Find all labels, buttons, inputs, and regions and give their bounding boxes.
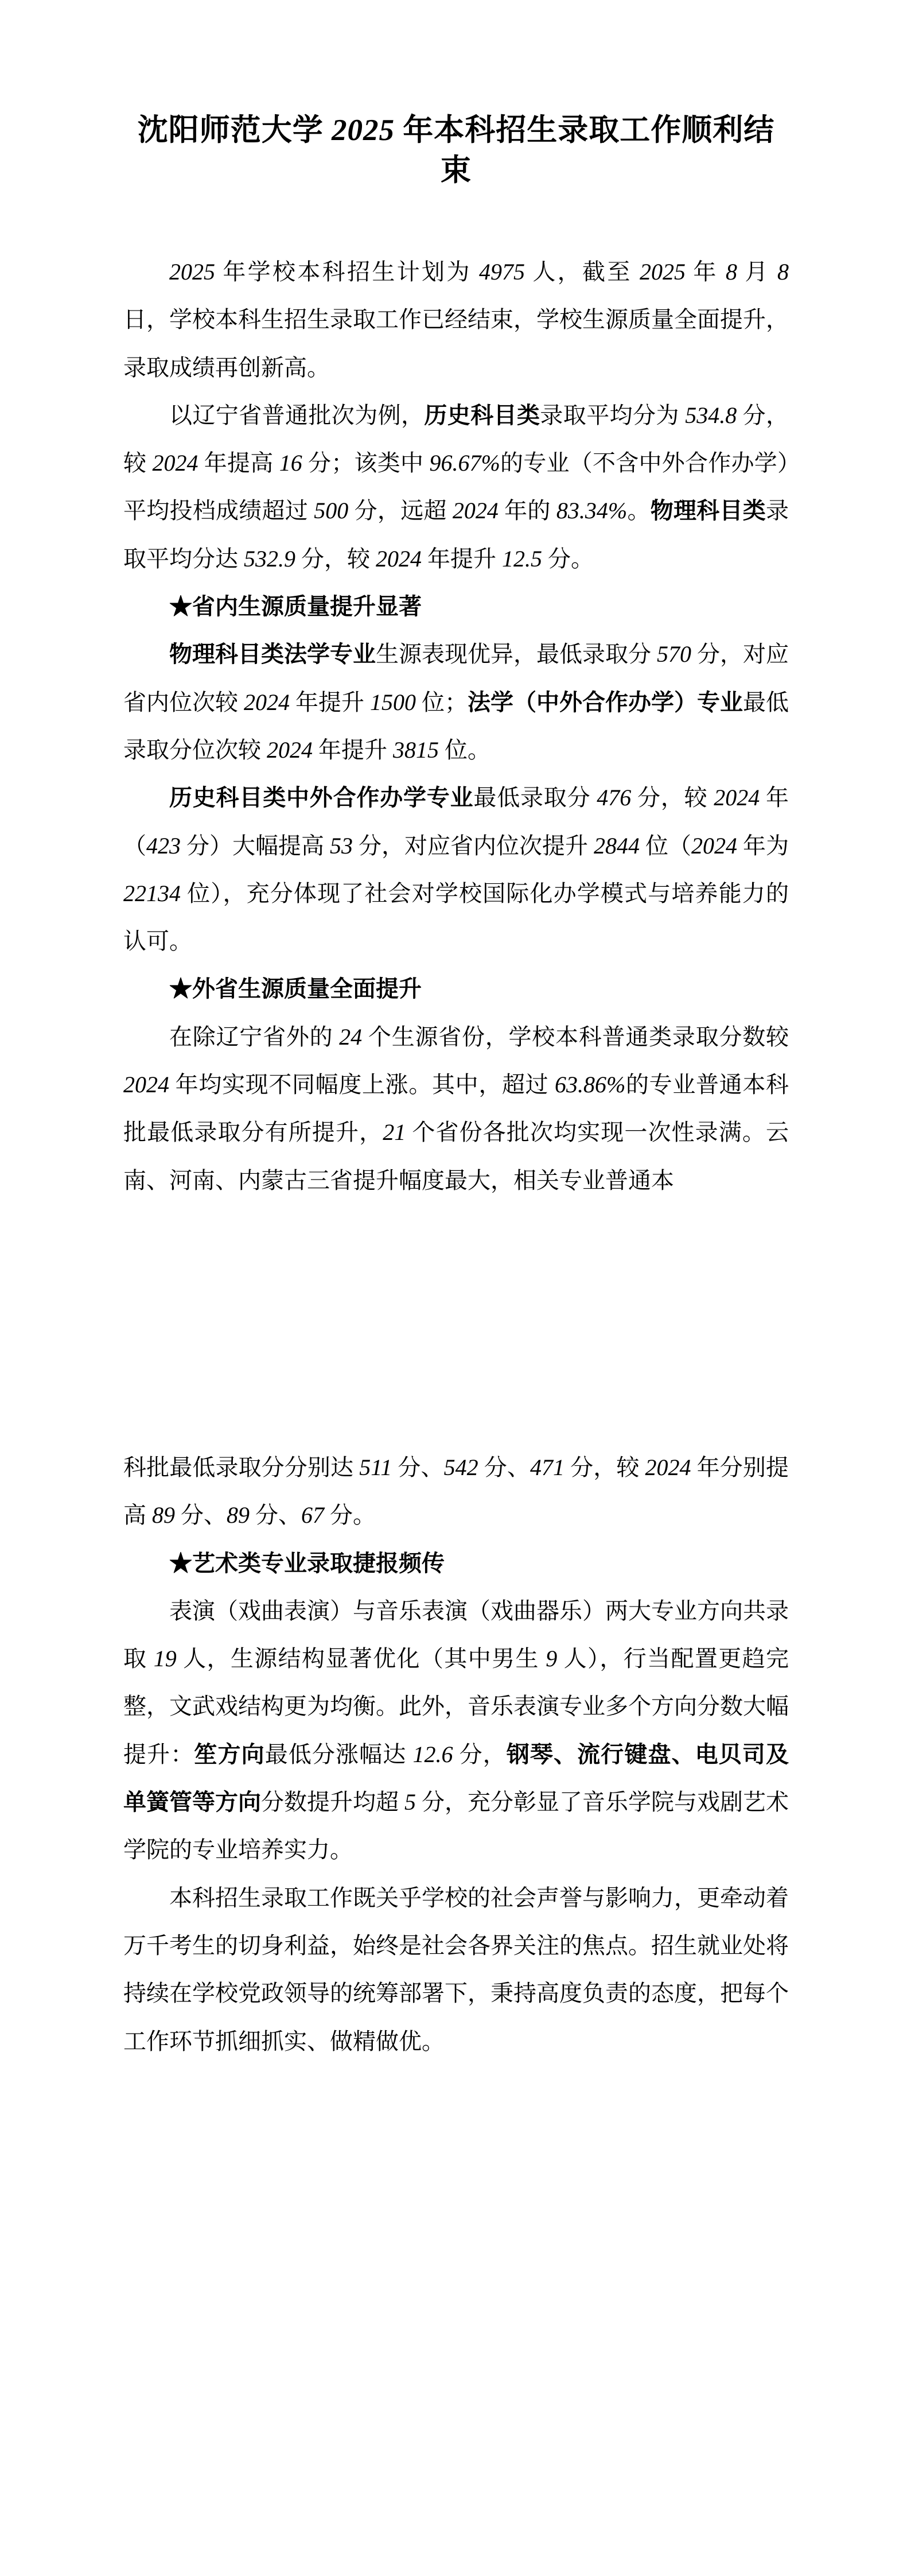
text-segment: 最低录取分位次较 2024 年提升 3815 位。 bbox=[123, 689, 789, 763]
text-segment: 以辽宁省普通批次为例， bbox=[169, 402, 425, 428]
paragraph bbox=[123, 248, 789, 391]
text-segment: 表演（戏曲表演）与音乐表演（戏曲器乐）两大专业方向共录取 19 人，生源结构显著优化（其中男生 9 人），行当配置更趋完整，文武戏结构更为均衡。此外，音乐表演专业多个方向分数大幅提升： bbox=[123, 1597, 789, 1767]
text-segment: 2025 年学校本科招生计划为 4975 人，截至 2025 年 8 月 8 日，学校本科生招生录取工作已经结束，学校生源质量全面提升，录取成绩再创新高。 bbox=[123, 259, 789, 381]
text-segment: 录取平均分达 532.9 分，较 2024 年提升 12.5 分。 bbox=[123, 498, 789, 572]
bold-text-segment: ★外省生源质量全面提升 bbox=[169, 976, 422, 1002]
document-body bbox=[123, 248, 789, 2065]
text-segment: 在除辽宁省外的 24 个生源省份，学校本科普通类录取分数较 2024 年均实现不同幅度上涨。其中，超过 63.86%的专业普通本科批最低录取分有所提升，21 个省份各批次均实现一次性录满。云南、河南、内蒙古三省提升幅度最大，相关专业普通本 bbox=[123, 1023, 789, 1193]
bold-text-segment: ★省内生源质量提升显著 bbox=[169, 593, 422, 620]
document-title: 沈阳师范大学 2025 年本科招生录取工作顺利结束 bbox=[137, 114, 775, 187]
paragraph bbox=[123, 630, 789, 774]
section-heading bbox=[123, 583, 789, 630]
bold-text-segment: 历史科目类中外合作办学专业 bbox=[169, 785, 474, 811]
section-heading bbox=[123, 965, 789, 1012]
paragraph bbox=[123, 391, 789, 583]
bold-text-segment: 物理科目类法学专业 bbox=[169, 641, 376, 668]
page-break-gap bbox=[123, 1204, 789, 1444]
bold-text-segment: 物理科目类 bbox=[650, 498, 766, 524]
paragraph bbox=[123, 1444, 789, 1539]
bold-text-segment: ★艺术类专业录取捷报频传 bbox=[169, 1550, 445, 1576]
paragraph bbox=[123, 1874, 789, 2065]
bold-text-segment: 法学（中外合作办学）专业 bbox=[468, 689, 743, 715]
text-segment: 录取平均分为 534.8 分，较 2024 年提高 16 分；该类中 96.67%的专业（不含中外合作办学）平均投档成绩超过 500 分，远超 2024 年的 83.34%。 bbox=[123, 402, 789, 524]
text-segment: 最低录取分 476 分，较 2024 年（423 分）大幅提高 53 分，对应省内位次提升 2844 位（2024 年为 22134 位），充分体现了社会对学校国际化办学模式与培养能力的认可。 bbox=[123, 785, 789, 955]
text-segment: 科批最低录取分分别达 511 分、542 分、471 分，较 2024 年分别提高 89 分、89 分、67 分。 bbox=[123, 1454, 789, 1528]
text-segment: 最低分涨幅达 12.6 分， bbox=[264, 1741, 507, 1767]
paragraph bbox=[123, 1013, 789, 1204]
text-segment: 本科招生录取工作既关乎学校的社会声誉与影响力，更牵动着万千考生的切身利益，始终是社会各界关注的焦点。招生就业处将持续在学校党政领导的统筹部署下，秉持高度负责的态度，把每个工作环节抓细抓实、做精做优。 bbox=[123, 1884, 789, 2054]
bold-text-segment: 笙方向 bbox=[194, 1741, 265, 1767]
paragraph bbox=[123, 774, 789, 965]
text-segment: 生源表现优异，最低录取分 570 分，对应省内位次较 2024 年提升 1500 位； bbox=[123, 641, 789, 715]
bold-text-segment: 历史科目类 bbox=[424, 402, 540, 428]
paragraph bbox=[123, 1587, 789, 1874]
bold-text-segment: 钢琴、流行键盘、电贝司及单簧管等方向 bbox=[123, 1741, 789, 1815]
text-segment: 分数提升均超 5 分，充分彰显了音乐学院与戏剧艺术学院的专业培养实力。 bbox=[123, 1789, 789, 1863]
section-heading bbox=[123, 1539, 789, 1587]
